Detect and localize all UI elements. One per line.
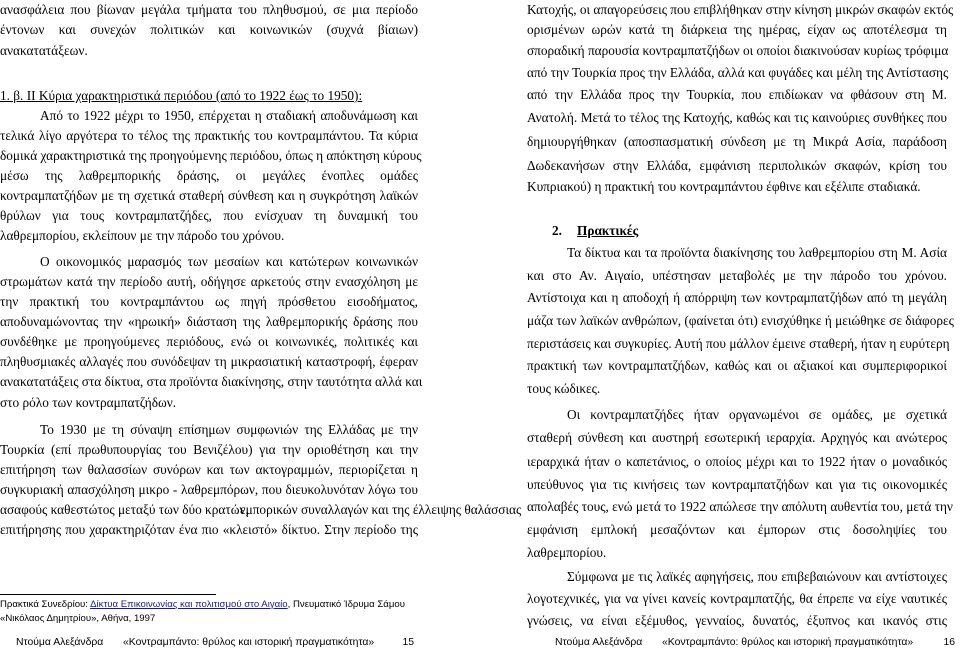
text-line: έντονων και συνεχών πολιτικών και κοινωνικών (συχνά βίαιων) bbox=[0, 22, 418, 37]
text-line: σταθερή σύνθεση και αυστηρή εσωτερική ιεραρχία. Αρχηγός και ανώτερος bbox=[527, 430, 947, 445]
text-line: και στο Αν. Αιγαίο, υπέστησαν μεταβολές με την πάροδο του χρόνου. bbox=[527, 268, 947, 283]
text-line: από την Ελλάδα προς την Τουρκία, που επιδίωκαν να φθάσουν στη Μ. bbox=[527, 87, 947, 102]
text-line: περιστάσεις και συγκυρίες. Αυτή που μάλλον έμεινε σταθερή, ήταν η ευρύτερη bbox=[527, 336, 950, 351]
footnote-line-2: «Νικόλαος Δημητρίου», Αθήνα, 1997 bbox=[0, 613, 156, 624]
footnote-separator bbox=[0, 594, 216, 595]
text-line: μάζα των λαϊκών ανθρώπων, (φαίνεται ότι) ενισχύθηκε ή μειώθηκε σε διάφορες bbox=[527, 313, 954, 328]
text-line: Αντίστοιχα και η αποδοχή ή απόρριψη των κοντραμπατζήδων από τη μεγάλη bbox=[527, 290, 947, 305]
text-fragment: ασαφούς καθεστώτος μεταξύ των δύο κρατών, bbox=[0, 502, 249, 517]
footnote-rest: , Πνευματικό Ίδρυμα Σάμου bbox=[287, 599, 405, 610]
right-page bbox=[527, 0, 955, 652]
text-line: Δωδεκανήσων στην Ελλάδα, εμφάνιση περιπολικών σκαφών, κρίση του bbox=[527, 158, 947, 173]
text-line: λογοτεχνικές, για να γίνει κανείς κοντραμπατζής, θα έπρεπε να είχε ναυτικές bbox=[527, 591, 947, 606]
text-line: από την Τουρκία προς την Ελλάδα, αλλά και φυγάδες και μέλη της Αντίστασης bbox=[527, 65, 949, 80]
text-line: δομικά χαρακτηριστικά της προηγούμενης περιόδου, όπως η απόκτηση κύρους bbox=[0, 148, 422, 163]
text-line: λαθρεμπορίου, εκλείπουν με την πάροδο του χρόνου. bbox=[0, 228, 285, 243]
footnote bbox=[0, 598, 418, 612]
text-line: μέσω της λαθρεμπορικής δράσης, οι μεγάλες ένοπλες ομάδες bbox=[0, 168, 418, 183]
text-line: Ανατολή. Μετά το τέλος της Κατοχής, καθώς και τις καινούριες συνθήκες που bbox=[527, 110, 947, 125]
section-heading bbox=[0, 86, 418, 106]
text-line: ανακατατάξεις στα δίκτυα, στα προϊόντα διακίνησης, στην ταυτότητα αλλά και bbox=[0, 374, 423, 389]
text-line: ανακατατάξεων. bbox=[0, 43, 88, 58]
text-line: στρωμάτων κατά την περίοδο αυτή, οδήγησε αρκετούς στην ενασχόληση με bbox=[0, 274, 418, 289]
footnote-label: Πρακτικά Συνεδρίου: bbox=[0, 599, 91, 610]
section-title: Πρακτικές bbox=[577, 223, 639, 238]
page-footer bbox=[0, 635, 418, 651]
text-line: εμφάνιση εμπλοκή μεσαζόντων και έμπορων στις δοσοληψίες του bbox=[527, 522, 947, 537]
text-line: ιεραρχικά ήταν ο καπετάνιος, ο οποίος μέχρι και το 1922 ήταν ο μοναδικός bbox=[527, 454, 947, 469]
text-line: Κατοχής, οι απαγορεύσεις που επιβλήθηκαν στην κίνηση μικρών σκαφών εκτός bbox=[527, 2, 954, 17]
page-footer bbox=[527, 635, 955, 651]
text-line: κοντραμπατζήδων με τη σχετικά σταθερή σύνθεση και η συγκρότηση λαϊκών bbox=[0, 188, 418, 203]
footer-author: Ντούμα Αλεξάνδρα bbox=[555, 637, 643, 648]
text-line: συνδέθηκε με προηγούμενες περιόδους, ενώ οι κοινωνικές, πολιτικές και bbox=[0, 334, 418, 349]
page-number: 16 bbox=[943, 637, 955, 648]
text-line: τους κώδικες. bbox=[527, 381, 601, 396]
text-line: θρύλων για τους κοντραμπατζήδες, που ενίσχυαν τη δυναμική του bbox=[0, 208, 418, 223]
text-line: δημιουργήθηκαν (αποσπασματική σύνδεση με τη Μικρά Ασία, παράδοση bbox=[527, 134, 947, 149]
text-line: γνώσεις, να είναι εξέμυθος, γενναίος, δυνατός, έξυπνος και ικανός στις bbox=[527, 613, 947, 628]
page-number: 15 bbox=[402, 637, 414, 648]
text-line: Τα δίκτυα και τα προϊόντα διακίνησης του λαθρεμπορίου στη Μ. Ασία bbox=[567, 245, 947, 260]
text-line: πρακτική των κοντραμπατζήδων, καθώς και οι αξιακοί και συμπεριφορικοί bbox=[527, 358, 947, 373]
text-line: απολαβές τους, ενώ μετά το 1922 απώλεσε την απόλυτη αυθεντία του, μετά την bbox=[527, 499, 953, 514]
text-line: στο ρόλο των κοντραμπατζήδων. bbox=[0, 395, 177, 410]
text-line: πληθυσμιακές αλλαγές που συνόδεψαν τη μικρασιατική καταστροφή, έφεραν bbox=[0, 354, 418, 369]
section-number: 2. bbox=[552, 223, 562, 238]
text-line: λαθρεμπορίου. bbox=[527, 545, 607, 560]
text-line: τελικά λίγο αργότερα το τέλος της πρακτικής του κοντραμπάντου. Τα κύρια bbox=[0, 128, 418, 143]
section-heading bbox=[527, 221, 947, 241]
text-line: συγκυριακή απασχόληση μικρο - λαθρεμπόρων, που διευκολυνόταν λόγω του bbox=[0, 482, 418, 497]
text-line: Ο οικονομικός μαρασμός των μεσαίων και κατώτερων κοινωνικών bbox=[40, 254, 418, 269]
text-line: Τουρκία (επί πρωθυπουργίας του Βενιζέλου) για την οριοθέτηση και την bbox=[0, 442, 418, 457]
text-line: υπεύθυνος για τις κινήσεις των κοντραμπατζήδων και για τις οικονομικές bbox=[527, 477, 947, 492]
text-line: επιτήρηση των θαλασσίων συνόρων και των ακτογραμμών, περιορίζεται η bbox=[0, 462, 418, 477]
text-line: Κυπριακού) η πρακτική του κοντραμπάντου έφθινε και εξέλιπε σταδιακά. bbox=[527, 179, 921, 194]
text-line bbox=[0, 500, 522, 520]
text-line: την πρακτική του κοντραμπάντου ως πηγή πρόσθετου εισοδήματος, bbox=[0, 294, 418, 309]
text-line: Από το 1922 μέχρι το 1950, επέρχεται η σταδιακή αποδυνάμωση και bbox=[40, 108, 418, 123]
footnote-link[interactable]: Δίκτυα Επικοινωνίας και πολιτισμού στο Αιγαίο bbox=[90, 599, 288, 610]
section-heading-text: 1. β. ΙΙ Κύρια χαρακτηριστικά περιόδου (από το 1922 έως το 1950): bbox=[0, 88, 363, 103]
footer-title: «Κοντραμπάντο: θρύλος και ιστορική πραγματικότητα» bbox=[662, 637, 914, 648]
text-line: Το 1930 με τη σύναψη επίσημων συμφωνιών της Ελλάδας με την bbox=[40, 422, 418, 437]
text-line: ορισμένων ωρών κατά τη διάρκεια της ημέρας, είχαν ως αποτέλεσμα τη bbox=[527, 22, 947, 37]
footer-title: «Κοντραμπάντο: θρύλος και ιστορική πραγματικότητα» bbox=[123, 637, 375, 648]
text-line: ανασφάλεια που βίωναν μεγάλα τμήματα του πληθυσμού, σε μια περίοδο bbox=[0, 2, 418, 17]
text-line: αποδυναμώνοντας την «ηρωική» διάσταση της λαθρεμπορικής δράσης που bbox=[0, 314, 418, 329]
text-line: Σύμφωνα με τις λαϊκές αφηγήσεις, που επιβεβαιώνουν και αντίστοιχες bbox=[567, 569, 947, 584]
text-line: επιτήρησης που χαρακτηριζόταν ένα πιο «κλειστό» δίκτυο. Στην περίοδο της bbox=[0, 522, 418, 537]
text-line: σποραδική παρουσία κοντραμπατζήδων οι οποίοι διακινούσαν κυρίως τρόφιμα bbox=[527, 43, 949, 58]
footer-author: Ντούμα Αλεξάνδρα bbox=[16, 637, 104, 648]
text-line: Οι κοντραμπατζήδες ήταν οργανωμένοι σε ομάδες, με σχετικά bbox=[567, 407, 947, 422]
text-fragment: εμπορικών συναλλαγών και της έλλειψης θαλάσσιας bbox=[240, 502, 522, 517]
